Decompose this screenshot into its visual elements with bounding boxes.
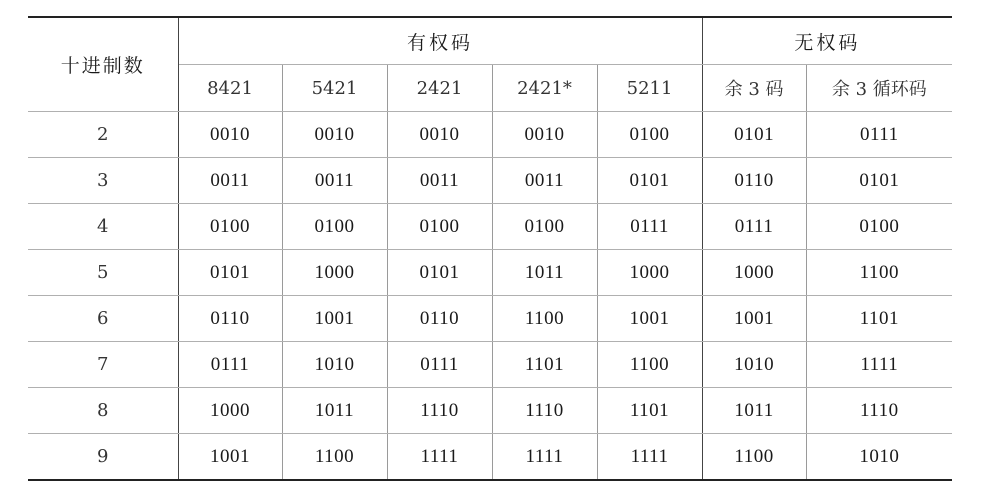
column-header: 余 3 循环码 [806,65,952,112]
decimal-cell: 4 [28,204,178,250]
column-header: 5421 [282,65,387,112]
code-cell: 1011 [492,250,597,296]
code-cell: 1111 [387,434,492,481]
code-cell: 1000 [178,388,282,434]
code-cell: 1101 [597,388,702,434]
decimal-cell: 2 [28,112,178,158]
code-cell: 0100 [492,204,597,250]
code-cell: 0011 [492,158,597,204]
decimal-cell: 8 [28,388,178,434]
code-cell: 1111 [492,434,597,481]
table-row [28,112,952,158]
code-cell: 0110 [702,158,806,204]
code-cell: 0111 [178,342,282,388]
code-cell: 0110 [387,296,492,342]
code-cell: 0011 [282,158,387,204]
code-cell: 1100 [597,342,702,388]
code-cell: 0110 [178,296,282,342]
code-cell: 0010 [282,112,387,158]
decimal-cell: 3 [28,158,178,204]
code-cell: 0100 [178,204,282,250]
code-cell: 0010 [387,112,492,158]
header-row-groups [28,17,952,65]
table-row [28,158,952,204]
code-cell: 0101 [387,250,492,296]
code-cell: 0111 [702,204,806,250]
code-cell: 1100 [806,250,952,296]
code-cell: 1000 [702,250,806,296]
code-cell: 1001 [597,296,702,342]
table-row [28,296,952,342]
column-header: 2421* [492,65,597,112]
table-body [28,112,952,481]
code-cell: 1111 [806,342,952,388]
code-cell: 0101 [597,158,702,204]
weighted-codes-header: 有权码 [178,17,702,65]
code-cell: 1100 [492,296,597,342]
code-cell: 0010 [492,112,597,158]
code-cell: 0100 [806,204,952,250]
code-cell: 0100 [282,204,387,250]
code-cell: 1011 [282,388,387,434]
code-cell: 0101 [702,112,806,158]
code-cell: 1000 [597,250,702,296]
code-cell: 1100 [282,434,387,481]
table-row [28,388,952,434]
column-header: 5211 [597,65,702,112]
code-cell: 0100 [387,204,492,250]
column-header: 2421 [387,65,492,112]
decimal-cell: 7 [28,342,178,388]
code-cell: 0010 [178,112,282,158]
table-row [28,250,952,296]
decimal-header: 十进制数 [28,17,178,112]
code-cell: 1001 [178,434,282,481]
decimal-cell: 9 [28,434,178,481]
table-row [28,342,952,388]
code-cell: 0111 [597,204,702,250]
code-cell: 1110 [492,388,597,434]
code-cell: 1001 [282,296,387,342]
column-header: 8421 [178,65,282,112]
table-row [28,204,952,250]
code-cell: 0011 [178,158,282,204]
table-row [28,434,952,481]
bcd-code-table [28,16,952,481]
code-cell: 1110 [806,388,952,434]
decimal-cell: 6 [28,296,178,342]
unweighted-codes-header: 无权码 [702,17,952,65]
code-cell: 1001 [702,296,806,342]
code-cell: 1011 [702,388,806,434]
code-cell: 0101 [178,250,282,296]
code-cell: 1010 [806,434,952,481]
code-cell: 1100 [702,434,806,481]
code-cell: 1110 [387,388,492,434]
decimal-cell: 5 [28,250,178,296]
code-cell: 0100 [597,112,702,158]
code-cell: 1000 [282,250,387,296]
code-cell: 1101 [492,342,597,388]
code-cell: 1010 [702,342,806,388]
code-cell: 1101 [806,296,952,342]
code-cell: 0101 [806,158,952,204]
column-header: 余 3 码 [702,65,806,112]
code-cell: 0111 [806,112,952,158]
code-cell: 0011 [387,158,492,204]
code-cell: 0111 [387,342,492,388]
code-cell: 1111 [597,434,702,481]
code-cell: 1010 [282,342,387,388]
